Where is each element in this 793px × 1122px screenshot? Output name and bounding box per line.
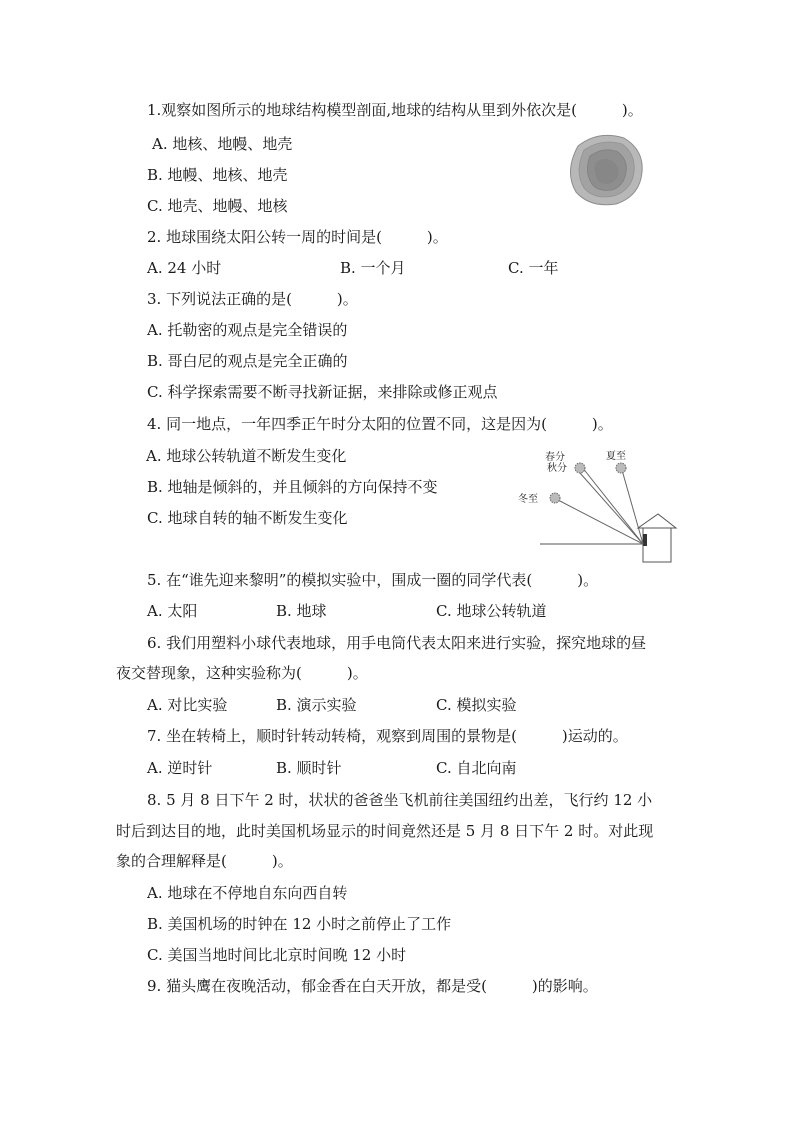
q8-option-a: A. 地球在不停地自东向西自转: [147, 884, 348, 902]
house-icon: [638, 514, 676, 562]
q7-option-b: B. 顺时针: [276, 759, 342, 777]
q6-option-a: A. 对比实验: [147, 696, 228, 714]
q7-option-c: C. 自北向南: [436, 759, 517, 777]
label-winter-solstice: 冬至: [518, 494, 538, 505]
q4-option-b: B. 地轴是倾斜的，并且倾斜的方向保持不变: [147, 478, 438, 496]
earth-structure-model-figure: [568, 132, 644, 207]
question-3-stem: 3. 下列说法正确的是( )。: [147, 290, 358, 308]
q3-option-a: A. 托勒密的观点是完全错误的: [147, 321, 348, 339]
label-spring-equinox: 春分: [545, 452, 565, 463]
q3-option-c: C. 科学探索需要不断寻找新证据，来排除或修正观点: [147, 383, 498, 401]
q1-option-a: A. 地核、地幔、地壳: [152, 135, 293, 153]
question-2-stem: 2. 地球围绕太阳公转一周的时间是( )。: [147, 228, 448, 246]
sun-summer-icon: [616, 463, 626, 473]
q1-option-c: C. 地壳、地幔、地核: [147, 197, 288, 215]
question-9-stem: 9. 猫头鹰在夜晚活动，郁金香在白天开放，都是受( )的影响。: [147, 977, 598, 995]
q5-option-c: C. 地球公转轨道: [436, 602, 547, 620]
q8-option-b: B. 美国机场的时钟在 12 小时之前停止了工作: [147, 915, 452, 933]
q4-option-a: A. 地球公转轨道不断发生变化: [146, 447, 347, 465]
q8-option-c: C. 美国当地时间比北京时间晚 12 小时: [147, 946, 407, 964]
q2-option-b: B. 一个月: [340, 259, 406, 277]
question-4-stem: 4. 同一地点，一年四季正午时分太阳的位置不同，这是因为( )。: [147, 415, 613, 433]
q6-option-c: C. 模拟实验: [436, 696, 517, 714]
question-6-stem-line-1: 6. 我们用塑料小球代表地球，用手电筒代表太阳来进行实验，探究地球的昼: [147, 634, 647, 652]
q2-option-a: A. 24 小时: [147, 259, 222, 277]
sun-position-figure: [510, 440, 685, 565]
question-5-stem: 5. 在“谁先迎来黎明”的模拟实验中，围成一圈的同学代表( )。: [147, 571, 599, 589]
q4-option-c: C. 地球自转的轴不断发生变化: [147, 509, 348, 527]
question-7-stem: 7. 坐在转椅上，顺时针转动转椅，观察到周围的景物是( )运动的。: [147, 727, 628, 745]
label-autumn-equinox: 秋分: [547, 463, 567, 474]
sun-equinox-icon: [575, 463, 585, 473]
q7-option-a: A. 逆时针: [147, 759, 213, 777]
q3-option-b: B. 哥白尼的观点是完全正确的: [147, 352, 348, 370]
question-1-stem: 1.观察如图所示的地球结构模型剖面,地球的结构从里到外依次是( )。: [147, 101, 643, 119]
question-8-stem-line-3: 象的合理解释是( )。: [116, 852, 293, 870]
question-6-stem-line-2: 夜交替现象，这种实验称为( )。: [116, 664, 368, 682]
sun-winter-icon: [550, 493, 560, 503]
q6-option-b: B. 演示实验: [276, 696, 357, 714]
q2-option-c: C. 一年: [508, 259, 559, 277]
q5-option-a: A. 太阳: [147, 602, 198, 620]
q1-option-b: B. 地幔、地核、地壳: [147, 166, 288, 184]
question-8-stem-line-1: 8. 5 月 8 日下午 2 时，状状的爸爸坐飞机前往美国纽约出差，飞行约 12 小: [147, 791, 653, 809]
label-summer-solstice: 夏至: [606, 451, 626, 462]
question-8-stem-line-2: 时后到达目的地，此时美国机场显示的时间竟然还是 5 月 8 日下午 2 时。对此现: [116, 822, 654, 840]
q5-option-b: B. 地球: [276, 602, 327, 620]
